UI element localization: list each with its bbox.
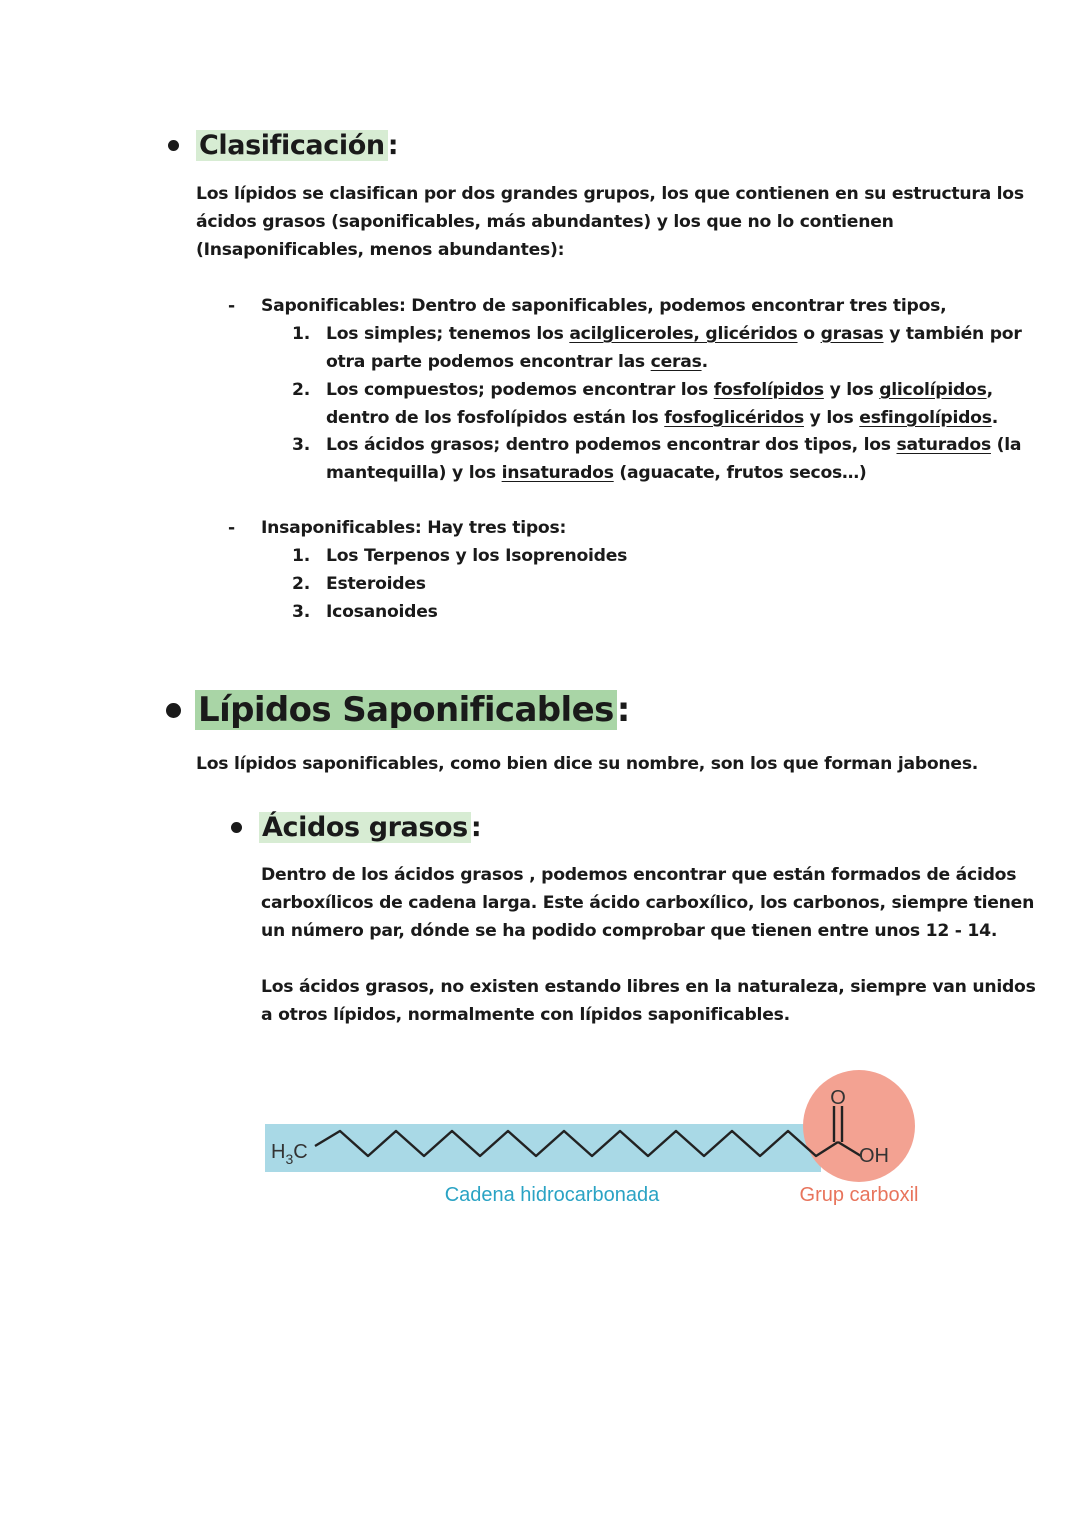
heading-clasificacion xyxy=(168,130,398,161)
acidos-grasos-para1 xyxy=(261,861,1034,945)
para-line: Dentro de los ácidos grasos , podemos encontrar que están formados de ácidos xyxy=(261,865,1017,885)
heading-colon: : xyxy=(387,130,399,161)
item-line xyxy=(326,348,708,376)
intro-line: Los lípidos saponificables, como bien dice su nombre, son los que forman jabones. xyxy=(196,754,979,774)
text-run: mantequilla) y los xyxy=(326,463,502,483)
fatty-acid-diagram xyxy=(255,1068,945,1218)
para-line: un número par, dónde se ha podido comprobar que tienen entre unos 12 - 14. xyxy=(261,921,998,941)
methyl-h: H xyxy=(271,1141,286,1163)
acidos-grasos-para2 xyxy=(261,973,1036,1029)
item-line xyxy=(326,459,867,487)
text-run: dentro de los fosfolípidos están los xyxy=(326,408,665,428)
term-acilgliceroles: acilgliceroles, glicéridos xyxy=(569,324,798,344)
text-run: , xyxy=(986,380,993,400)
carboxyl-label: Grup carboxil xyxy=(799,1184,919,1206)
methyl-subscript: 3 xyxy=(285,1151,294,1167)
heading-lipidos-saponificables xyxy=(166,690,630,730)
hydroxyl-group: OH xyxy=(859,1145,889,1167)
intro-line: Los lípidos se clasifican por dos grandes grupos, los que contienen en su estructura los xyxy=(196,184,1024,204)
list-number: 3. xyxy=(292,435,310,455)
bullet-dot-icon xyxy=(166,703,181,718)
methyl-c: C xyxy=(293,1141,308,1163)
item-text: Los Terpenos y los Isoprenoides xyxy=(326,546,628,566)
text-run: y también por xyxy=(883,324,1022,344)
term-grasas: grasas xyxy=(820,324,884,344)
text-run: o xyxy=(797,324,821,344)
text-run: . xyxy=(701,352,708,372)
heading-clasificacion-text: Clasificación xyxy=(196,130,388,161)
text-run: Los compuestos; podemos encontrar los xyxy=(326,380,714,400)
list-number: 3. xyxy=(292,602,310,622)
text-run: otra parte podemos encontrar las xyxy=(326,352,651,372)
list-number: 1. xyxy=(292,324,310,344)
text-run: y los xyxy=(803,408,860,428)
list-item-insaponificables xyxy=(228,514,235,542)
lipidos-saponificables-intro xyxy=(196,750,978,778)
bullet-dot-icon xyxy=(168,140,179,151)
text-run: . xyxy=(991,408,998,428)
intro-line: ácidos grasos (saponificables, más abundantes) y los que no lo contienen xyxy=(196,212,894,232)
heading-colon: : xyxy=(616,690,630,730)
para-line: a otros lípidos, normalmente con lípidos saponificables. xyxy=(261,1005,790,1025)
term-fosfolipidos: fosfolípidos xyxy=(713,380,824,400)
heading-colon: : xyxy=(470,812,482,843)
term-glicolipidos: glicolípidos xyxy=(879,380,987,400)
term-ceras: ceras xyxy=(650,352,702,372)
para-line: Los ácidos grasos, no existen estando libres en la naturaleza, siempre van unidos xyxy=(261,977,1036,997)
item-line xyxy=(326,320,1022,348)
text-run: (la xyxy=(990,435,1022,455)
list-number: 2. xyxy=(292,574,310,594)
hydrocarbon-chain-highlight xyxy=(265,1124,821,1172)
clasificacion-intro xyxy=(196,180,1024,264)
text-run: Los ácidos grasos; dentro podemos encontrar dos tipos, los xyxy=(326,435,897,455)
para-line: carboxílicos de cadena larga. Este ácido carboxílico, los carbonos, siempre tienen xyxy=(261,893,1035,913)
term-saturados: saturados xyxy=(896,435,991,455)
text-run: y los xyxy=(823,380,880,400)
insaponificables-title: Insaponificables: Hay tres tipos: xyxy=(261,518,567,538)
intro-line: (Insaponificables, menos abundantes): xyxy=(196,240,565,260)
list-item-saponificables xyxy=(228,292,235,320)
dash-marker: - xyxy=(228,296,235,316)
heading-lipidos-saponificables-text: Lípidos Saponificables xyxy=(195,690,617,730)
oxygen-atom: O xyxy=(830,1087,846,1109)
heading-acidos-grasos-text: Ácidos grasos xyxy=(259,812,471,843)
term-fosfogliceridos: fosfoglicéridos xyxy=(664,408,804,428)
item-text: Icosanoides xyxy=(326,602,438,622)
item-text: Esteroides xyxy=(326,574,426,594)
text-run: Los simples; tenemos los xyxy=(326,324,570,344)
list-number: 2. xyxy=(292,380,310,400)
item-line xyxy=(326,376,993,404)
item-line xyxy=(326,404,998,432)
term-insaturados: insaturados xyxy=(501,463,614,483)
term-esfingolipidos: esfingolípidos xyxy=(859,408,992,428)
item-line xyxy=(326,431,1021,459)
dash-marker: - xyxy=(228,518,235,538)
bullet-dot-icon xyxy=(231,822,242,833)
chain-label: Cadena hidrocarbonada xyxy=(444,1184,660,1206)
list-number: 1. xyxy=(292,546,310,566)
heading-acidos-grasos xyxy=(231,812,481,843)
saponificables-title: Saponificables: Dentro de saponificables, podemos encontrar tres tipos, xyxy=(261,296,947,316)
text-run: (aguacate, frutos secos…) xyxy=(613,463,867,483)
